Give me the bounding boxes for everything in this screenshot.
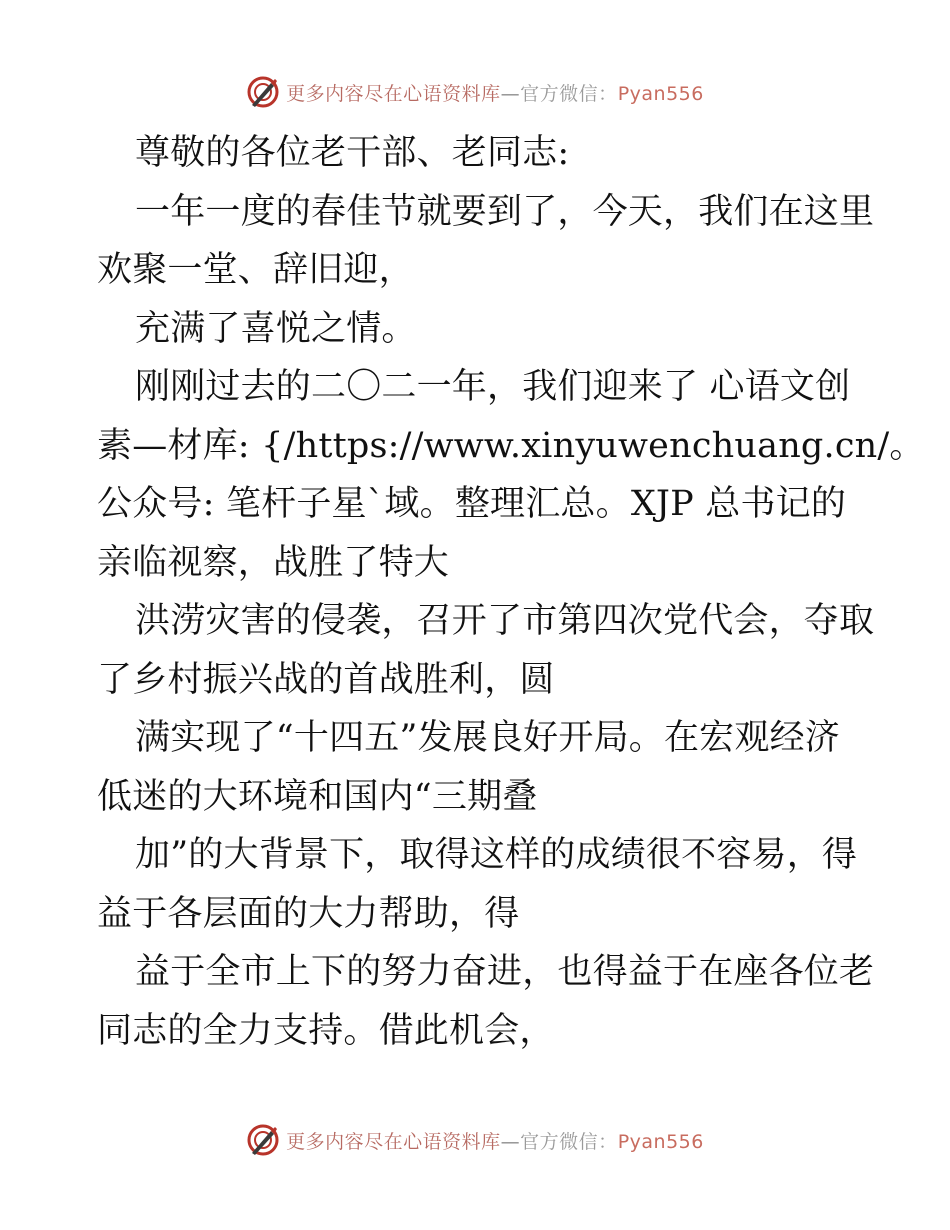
header-wechat-label: 官方微信：	[520, 82, 618, 105]
footer-banner	[0, 1120, 950, 1160]
text-line: 亲临视察，战胜了特大	[97, 542, 450, 583]
pen-logo-icon	[246, 75, 280, 109]
text-line: 加”的大背景下，取得这样的成绩很不容易，得	[135, 835, 858, 875]
text-line: 满实现了“十四五”发展良好开局。在宏观经济	[135, 718, 840, 758]
text-line: 素—材库: {/https://www.xinyuwenchuang.cn/。	[97, 425, 925, 466]
header-banner	[0, 72, 950, 112]
document-body	[97, 124, 925, 1060]
text-line: 欢聚一堂、辞旧迎，	[97, 250, 414, 290]
footer-wechat-account: Pyan556	[617, 1130, 704, 1153]
text-line: 同志的全力支持。借此机会，	[97, 1010, 555, 1051]
footer-banner-text	[286, 1127, 704, 1154]
footer-banner-title: 更多内容尽在心语资料库	[286, 1130, 501, 1153]
header-banner-dash: —	[500, 82, 521, 105]
text-line: 益于全市上下的努力奋进，也得益于在座各位老	[135, 952, 875, 992]
text-line: 一年一度的春佳节就要到了，今天，我们在这里	[135, 191, 875, 232]
header-banner-text	[286, 79, 704, 106]
text-line: 益于各层面的大力帮助，得	[97, 893, 520, 934]
text-line: 了乡村振兴战的首战胜利，圆	[97, 659, 555, 700]
footer-wechat-label: 官方微信：	[520, 1130, 618, 1153]
pen-logo-icon	[246, 1123, 280, 1157]
text-line: 刚刚过去的二〇二一年，我们迎来了 心语文创	[135, 367, 851, 407]
text-line: 洪涝灾害的侵袭，召开了市第四次党代会，夺取	[135, 601, 875, 641]
text-line: 尊敬的各位老干部、老同志:	[135, 133, 570, 173]
text-line: 充满了喜悦之情。	[135, 308, 417, 349]
header-banner-title: 更多内容尽在心语资料库	[286, 82, 501, 105]
text-line: 公众号: 笔杆子星`域。整理汇总。XJP 总书记的	[97, 484, 847, 524]
footer-banner-dash: —	[500, 1130, 521, 1153]
header-wechat-account: Pyan556	[617, 82, 704, 105]
text-line: 低迷的大环境和国内“三期叠	[97, 776, 538, 817]
